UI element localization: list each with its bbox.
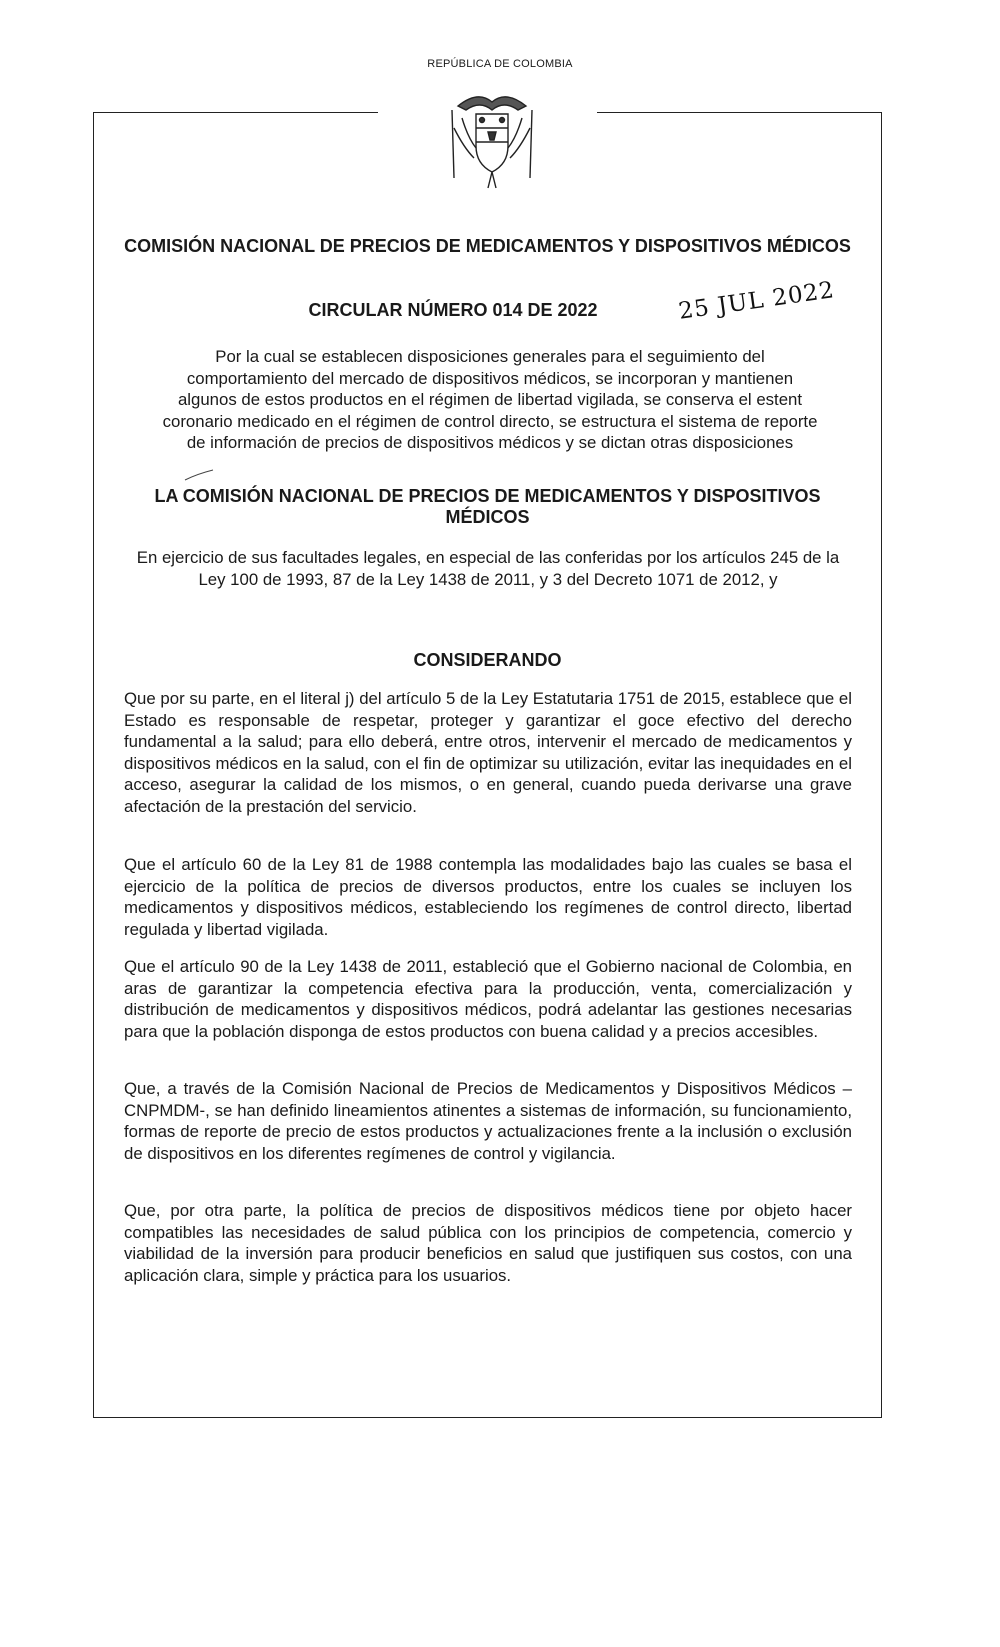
considerando-paragraph: Que, a través de la Comisión Nacional de Precios de Medicamentos y Dispositivos Médicos –CNPMDM-, se han definido lineamientos atinentes a sistemas de información, su funcionamiento, formas de reporte de precio de estos productos y actualizaciones frente a la inclusión o exclusión de dispositivos en los diferentes regímenes de control y vigilancia. [124,1079,852,1163]
considerando-paragraph: Que el artículo 60 de la Ley 81 de 1988 contempla las modalidades bajo las cuales se basa el ejercicio de la política de precios de diversos productos, entre los cuales se incluyen los medicamentos y dispositivos médicos, estableciendo los regímenes de control directo, libertad regulada y libertad vigilada. [124,855,852,939]
handwritten-date: 25 JUL 2022 [676,277,837,325]
powers-text: En ejercicio de sus facultades legales, en especial de las conferidas por los artículos 245 de la Ley 100 de 1993, 87 de la Ley 1438 de 2011, y 3 del Decreto 1071 de 2012, y [136,548,840,589]
authority-heading: LA COMISIÓN NACIONAL DE PRECIOS DE MEDICAMENTOS Y DISPOSITIVOS MÉDICOS [154,486,821,527]
pen-mark [183,468,215,482]
considerando-paragraph: Que, por otra parte, la política de precios de dispositivos médicos tiene por objeto hacer compatibles las necesidades de salud pública con los principios de competencia, comercio y viabilidad de la inversión para producir beneficios en salud que justifiquen sus costos, con una aplicación clara, simple y práctica para los usuarios. [124,1201,852,1285]
considerando-paragraph: Que por su parte, en el literal j) del artículo 5 de la Ley Estatutaria 1751 de 2015, establece que el Estado es responsable de respetar, proteger y garantizar el goce efectivo del derecho fundamental a la salud; para ello deberá, entre otros, intervenir el mercado de medicamentos y dispositivos médicos en la salud, con el fin de optimizar su utilización, evitar las inequidades en el acceso, asegurar la calidad de los mismos, o en general, cuando pueda derivarse una grave afectación de la prestación del servicio. [124,689,852,816]
republic-label: REPÚBLICA DE COLOMBIA [427,58,573,70]
considerando-paragraph: Que el artículo 90 de la Ley 1438 de 2011, estableció que el Gobierno nacional de Colombia, en aras de garantizar la competencia efectiva para la producción, venta, comercialización y distribución de medicamentos y dispositivos médicos, podrá adelantar las gestiones necesarias para que la población disponga de estos productos con buena calidad y a precios accesibles. [124,957,852,1041]
commission-title: COMISIÓN NACIONAL DE PRECIOS DE MEDICAMENTOS Y DISPOSITIVOS MÉDICOS [124,236,851,256]
circular-number: CIRCULAR NÚMERO 014 DE 2022 [308,300,598,320]
subject-text: Por la cual se establecen disposiciones generales para el seguimiento del comportamiento del mercado de dispositivos médicos, se incorporan y mantienen algunos de estos productos en el régimen de libertad vigilada, se conserva el estent coronario medicado en el régimen de control directo, se estructura el sistema de reporte de información de precios de dispositivos médicos y se dictan otras disposiciones [162,347,818,452]
considerando-heading: CONSIDERANDO [413,650,562,670]
colombia-coat-of-arms-icon [438,88,546,190]
